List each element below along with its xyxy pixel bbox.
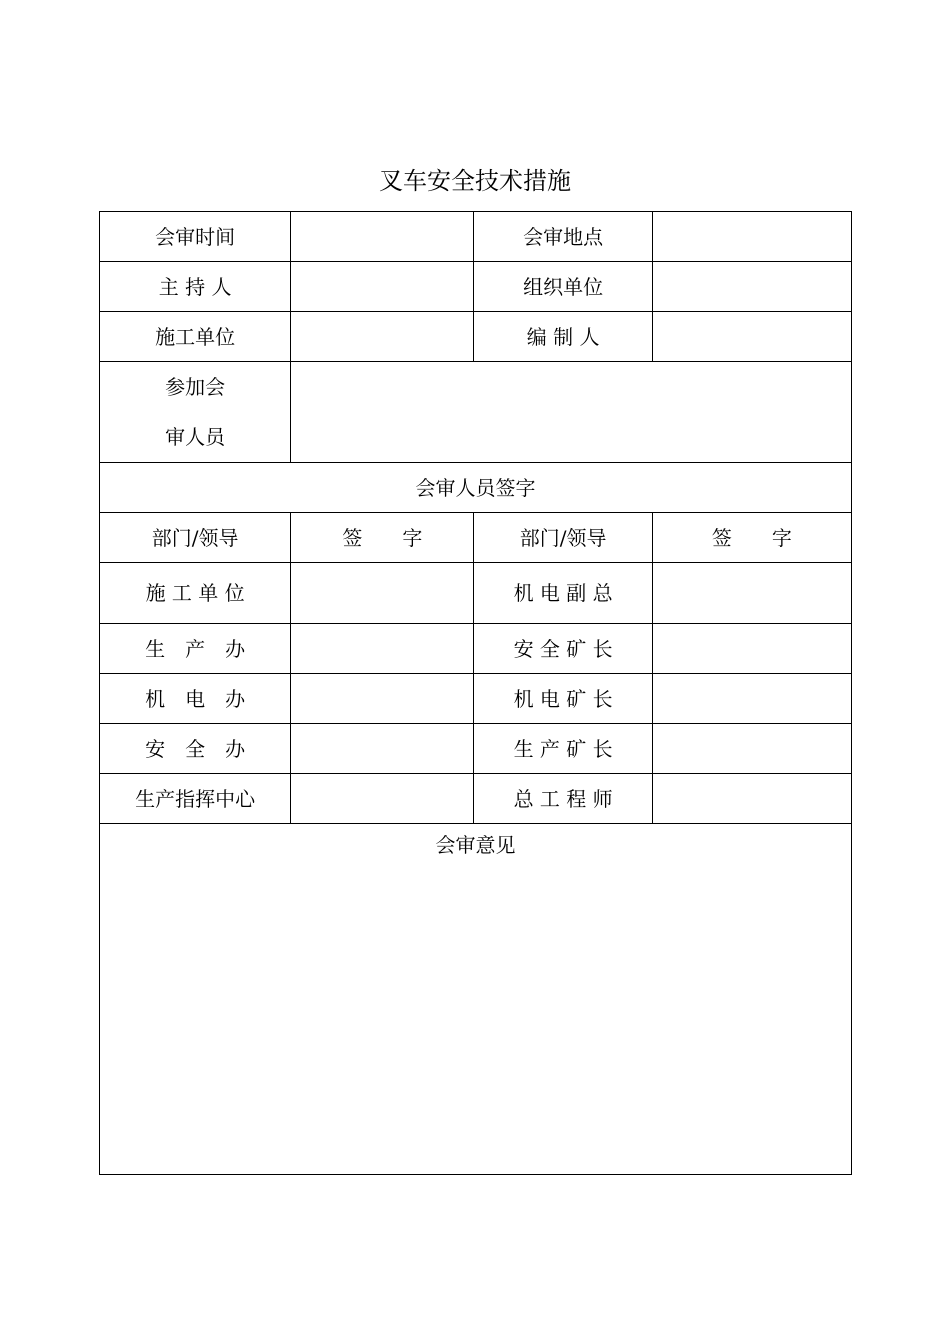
dept-label: 施 工 单 位 bbox=[100, 563, 291, 624]
signature-field[interactable] bbox=[291, 674, 474, 724]
opinion-row bbox=[100, 824, 852, 1175]
dept-label: 生 产 办 bbox=[100, 624, 291, 674]
review-place-field[interactable] bbox=[652, 212, 851, 262]
signature-row bbox=[100, 724, 852, 774]
organizer-field[interactable] bbox=[652, 262, 851, 312]
info-row bbox=[100, 312, 852, 362]
signature-field[interactable] bbox=[291, 724, 474, 774]
dept-label: 生产指挥中心 bbox=[100, 774, 291, 824]
dept-label: 安 全 办 bbox=[100, 724, 291, 774]
review-place-label: 会审地点 bbox=[474, 212, 652, 262]
signature-row bbox=[100, 624, 852, 674]
info-row bbox=[100, 262, 852, 312]
construction-unit-label: 施工单位 bbox=[100, 312, 291, 362]
column-header-sign-left: 签 字 bbox=[291, 513, 474, 563]
opinion-field[interactable] bbox=[100, 824, 852, 1175]
signature-field[interactable] bbox=[291, 624, 474, 674]
dept-label: 总 工 程 师 bbox=[474, 774, 652, 824]
host-field[interactable] bbox=[291, 262, 474, 312]
participants-label-line2: 审人员 bbox=[165, 425, 226, 449]
signature-header-row bbox=[100, 513, 852, 563]
signature-heading-row bbox=[100, 463, 852, 513]
info-row bbox=[100, 212, 852, 262]
signature-field[interactable] bbox=[652, 774, 851, 824]
page-title: 叉车安全技术措施 bbox=[379, 167, 571, 195]
review-time-label: 会审时间 bbox=[100, 212, 291, 262]
author-label: 编 制 人 bbox=[474, 312, 652, 362]
dept-label: 生 产 矿 长 bbox=[474, 724, 652, 774]
signature-field[interactable] bbox=[652, 724, 851, 774]
participants-row bbox=[100, 362, 852, 463]
dept-label: 机 电 矿 长 bbox=[474, 674, 652, 724]
signature-row bbox=[100, 563, 852, 624]
dept-label: 安 全 矿 长 bbox=[474, 624, 652, 674]
review-form-table bbox=[99, 211, 852, 1175]
opinion-heading: 会审意见 bbox=[435, 833, 516, 857]
signature-field[interactable] bbox=[652, 674, 851, 724]
participants-label-line1: 参加会 bbox=[165, 375, 226, 399]
participants-field[interactable] bbox=[291, 362, 852, 463]
signature-field[interactable] bbox=[652, 563, 851, 624]
participants-label bbox=[100, 362, 291, 463]
organizer-label: 组织单位 bbox=[474, 262, 652, 312]
construction-unit-field[interactable] bbox=[291, 312, 474, 362]
signature-row bbox=[100, 774, 852, 824]
signature-field[interactable] bbox=[652, 624, 851, 674]
column-header-dept-right: 部门/领导 bbox=[474, 513, 652, 563]
review-time-field[interactable] bbox=[291, 212, 474, 262]
column-header-dept-left: 部门/领导 bbox=[100, 513, 291, 563]
host-label: 主 持 人 bbox=[100, 262, 291, 312]
signature-field[interactable] bbox=[291, 774, 474, 824]
signature-row bbox=[100, 674, 852, 724]
dept-label: 机 电 副 总 bbox=[474, 563, 652, 624]
column-header-sign-right: 签 字 bbox=[652, 513, 851, 563]
signature-field[interactable] bbox=[291, 563, 474, 624]
author-field[interactable] bbox=[652, 312, 851, 362]
signature-section-heading: 会审人员签字 bbox=[100, 463, 852, 513]
dept-label: 机 电 办 bbox=[100, 674, 291, 724]
